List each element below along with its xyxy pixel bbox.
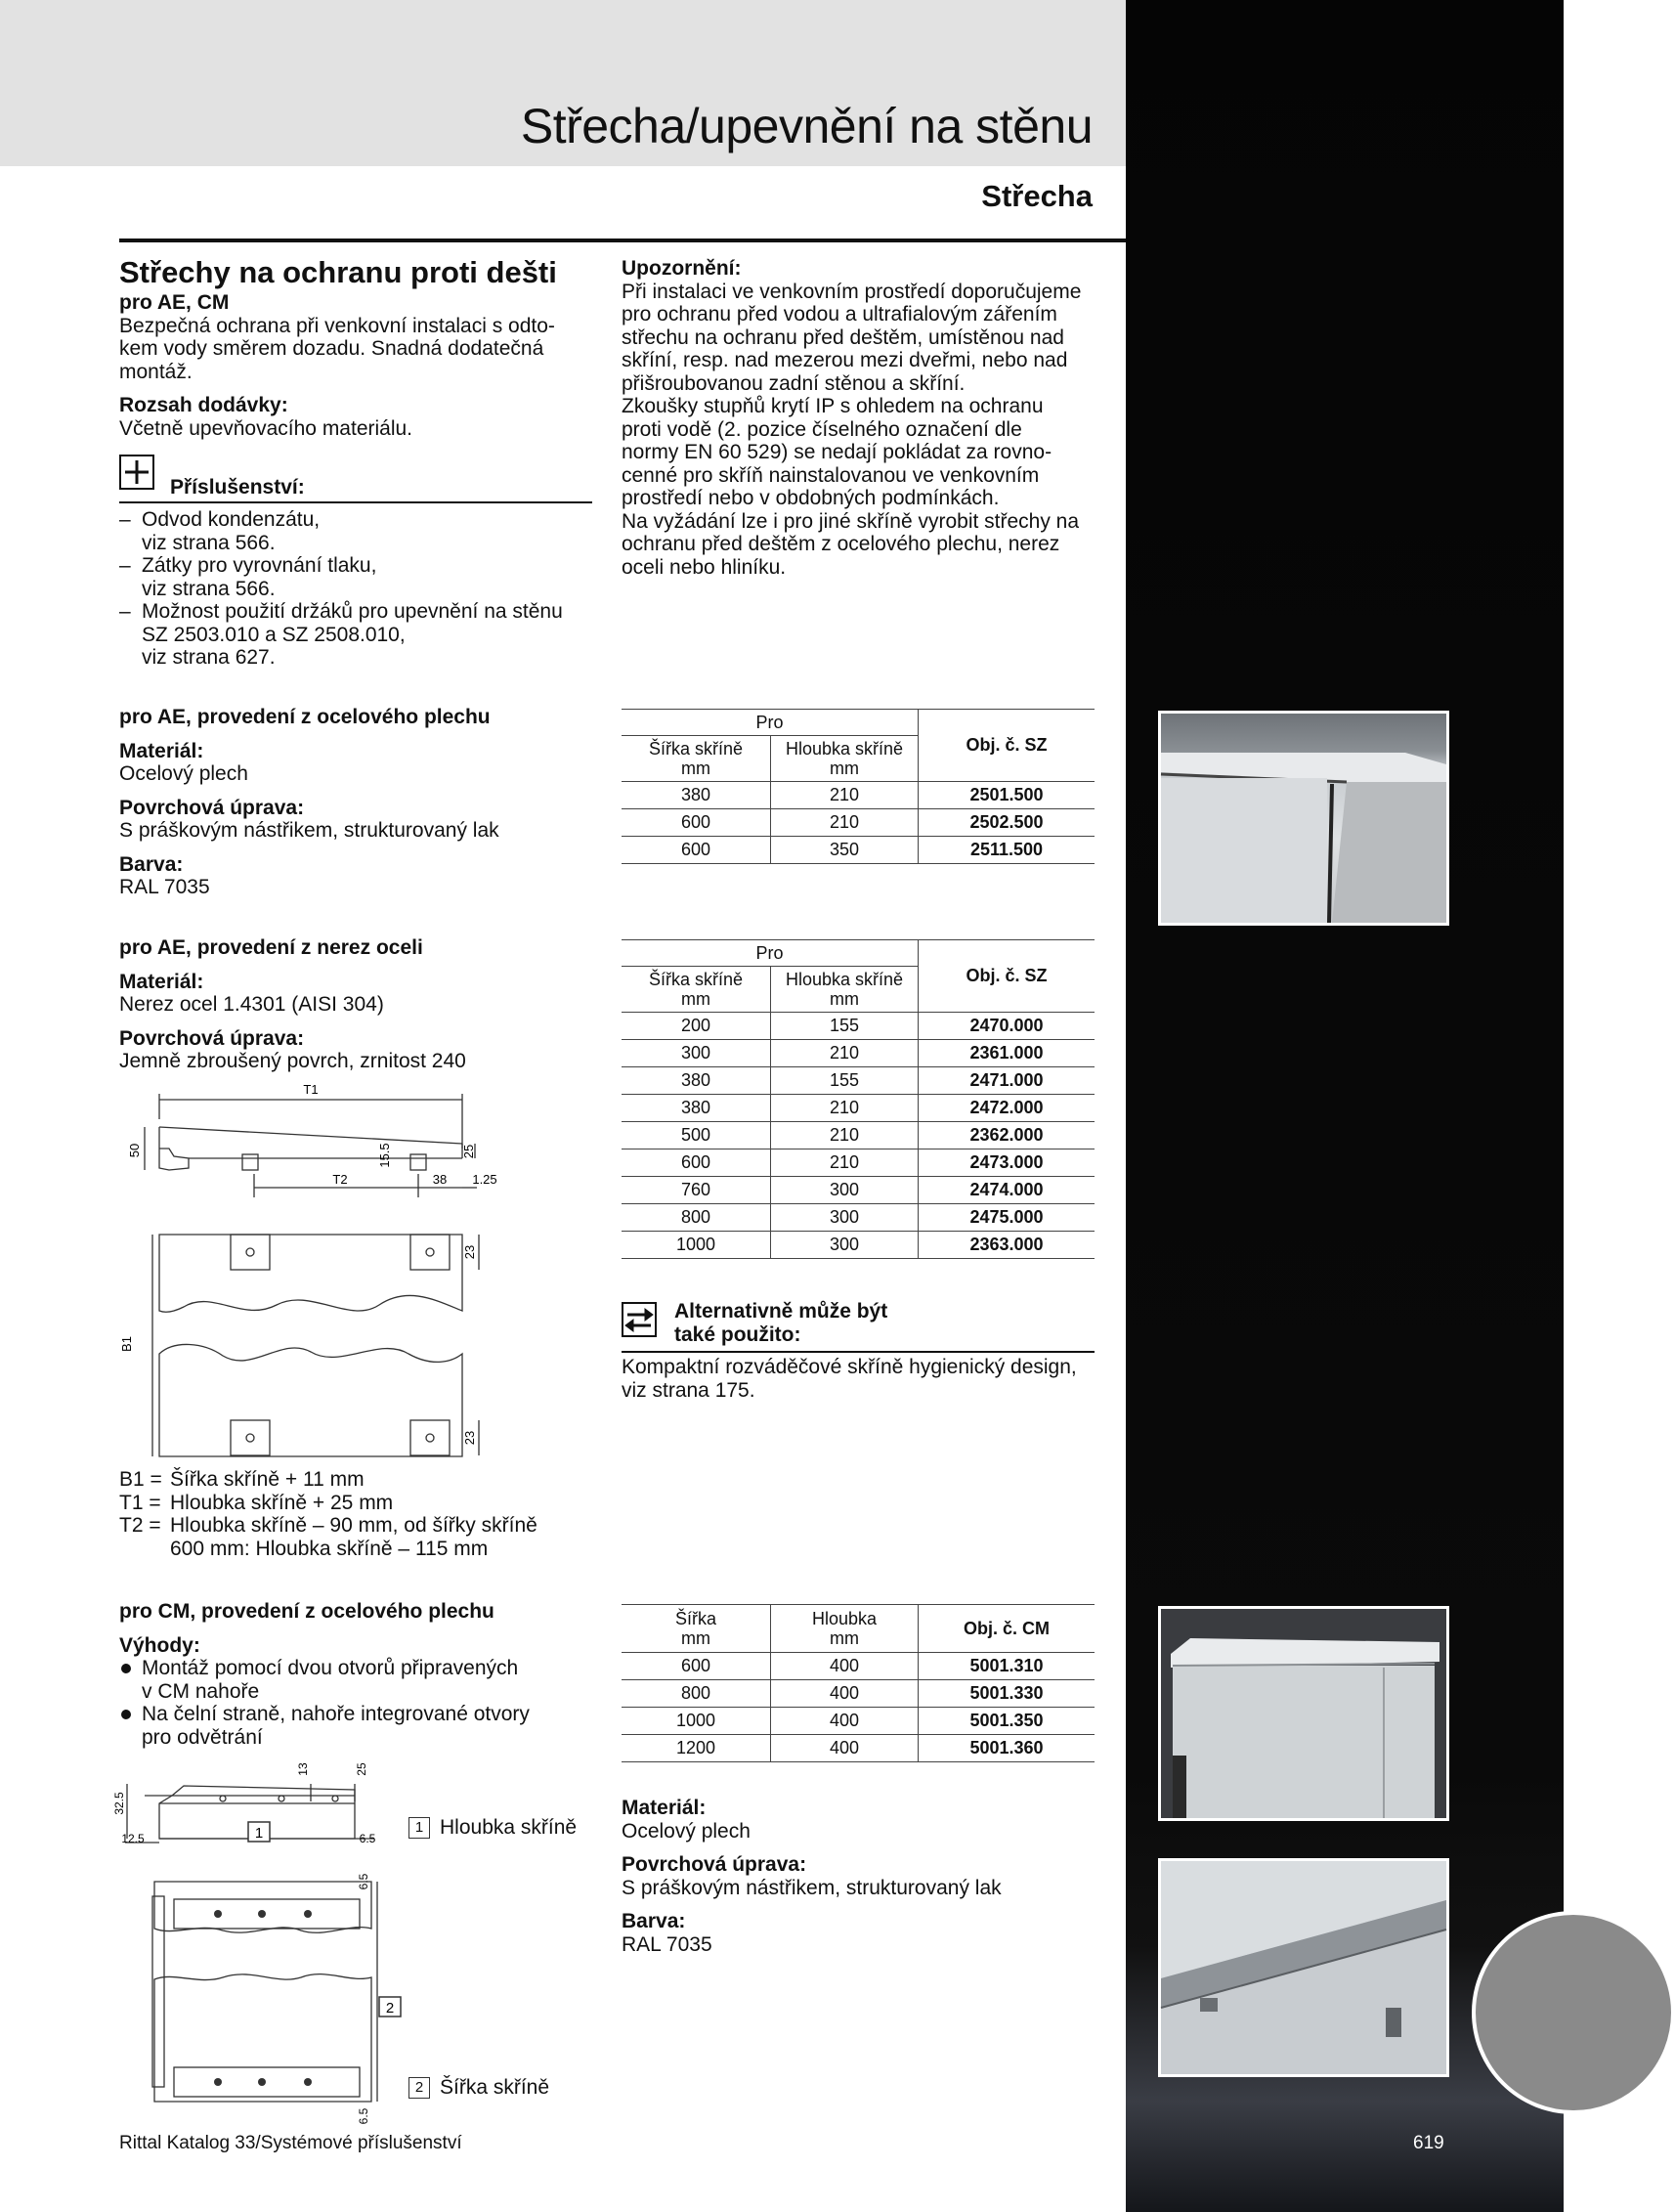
notice-line: Při instalaci ve venkovním prostředí doporučujeme	[622, 280, 1082, 303]
cm-section	[119, 1600, 588, 1749]
notice-block	[622, 257, 1100, 579]
table-cell: 600	[622, 809, 771, 837]
table-cell: 300	[771, 1177, 919, 1204]
order-number: 2362.000	[919, 1122, 1095, 1149]
table-cell: 400	[771, 1708, 919, 1735]
surface-label: Povrchová úprava:	[622, 1853, 807, 1876]
material-label: Materiál:	[119, 970, 204, 993]
table-cell: 400	[771, 1680, 919, 1708]
dim-38: 38	[432, 1172, 448, 1187]
section-title: Střecha	[981, 179, 1093, 213]
notice-line: Zkoušky stupňů krytí IP s ohledem na ochranu	[622, 395, 1044, 417]
stainless-order-table	[622, 939, 1095, 1259]
list-item: – Zátky pro vyrovnání tlaku, viz strana 566.	[119, 554, 592, 600]
legend-row: 600 mm: Hloubka skříně – 115 mm	[170, 1537, 489, 1560]
table-cell: 380	[622, 1067, 771, 1095]
dim-12-5: 12.5	[121, 1832, 145, 1845]
order-number: 2471.000	[919, 1067, 1095, 1095]
table-cell: 210	[771, 1095, 919, 1122]
notice-line: cenné pro skříň nainstalovanou ve venkovním	[622, 463, 1040, 487]
table-cell: 500	[622, 1122, 771, 1149]
order-no-header: Obj. č. SZ	[919, 940, 1095, 1013]
order-number: 2502.500	[919, 809, 1095, 837]
notice-line: střechu na ochranu před deštěm, umístěnou nad	[622, 325, 1064, 349]
table-cell: 400	[771, 1735, 919, 1762]
surface-value: Jemně zbroušený povrch, zrnitost 240	[119, 1050, 466, 1072]
table-cell: 155	[771, 1067, 919, 1095]
notice-line: ochranu před deštěm z ocelového plechu, nerez	[622, 533, 1060, 555]
roof-detail-photo	[1158, 1858, 1449, 2077]
accessories-list	[119, 508, 592, 670]
notice-line: oceli nebo hliníku.	[622, 555, 787, 579]
legend-row: T2 = Hloubka skříně – 90 mm, od šířky skříně	[119, 1514, 537, 1537]
roof-photo-cm	[1158, 1606, 1449, 1821]
material-value: Ocelový plech	[622, 1819, 751, 1843]
table-cell: 800	[622, 1204, 771, 1232]
dimension-legend	[119, 1468, 608, 1560]
alternative-label: Alternativně může být také použito:	[674, 1300, 888, 1346]
dim-15-5: 15.5	[377, 1143, 392, 1168]
order-number: 5001.350	[919, 1708, 1095, 1735]
list-item: Na čelní straně, nahoře integrované otvory pro odvětrání	[119, 1703, 588, 1749]
order-number: 2511.500	[919, 837, 1095, 864]
cm-order-table	[622, 1604, 1095, 1762]
width-header: Šířka skříně mm	[622, 736, 771, 782]
material-label: Materiál:	[622, 1797, 707, 1819]
material-value: Nerez ocel 1.4301 (AISI 304)	[119, 993, 384, 1016]
color-value: RAL 7035	[622, 1932, 712, 1956]
table-cell: 600	[622, 1149, 771, 1177]
table-cell: 400	[771, 1653, 919, 1680]
dim-32-5: 32.5	[112, 1792, 126, 1815]
order-number: 5001.310	[919, 1653, 1095, 1680]
list-item: – Odvod kondenzátu, viz strana 566.	[119, 508, 592, 554]
dim-25: 25	[355, 1762, 368, 1776]
dim-50: 50	[127, 1143, 142, 1158]
alternative-header	[622, 1300, 1095, 1353]
table-cell: 1000	[622, 1232, 771, 1259]
table-cell: 600	[622, 1653, 771, 1680]
order-no-header: Obj. č. SZ	[919, 710, 1095, 782]
accessories-label: Příslušenství:	[170, 476, 305, 499]
dim-t1: T1	[303, 1082, 319, 1097]
roof-photo-steel	[1158, 711, 1449, 926]
color-label: Barva:	[622, 1910, 686, 1932]
table-cell: 200	[622, 1013, 771, 1040]
table-cell: 760	[622, 1177, 771, 1204]
legend-row: T1 = Hloubka skříně + 25 mm	[119, 1491, 394, 1514]
cm-roof-drawing	[112, 1745, 575, 2131]
legend-depth: 1 Hloubka skříně	[408, 1816, 577, 1840]
dim-b1: B1	[119, 1336, 134, 1352]
color-label: Barva:	[119, 852, 184, 876]
steel-section	[119, 706, 588, 899]
table-cell: 210	[771, 1149, 919, 1177]
stainless-section	[119, 936, 588, 1073]
dim-13: 13	[296, 1762, 310, 1776]
table-cell: 300	[771, 1232, 919, 1259]
notice-line: skříní, resp. nad mezerou mezi dveřmi, nebo nad	[622, 349, 1068, 371]
notice-line: normy EN 60 529) se nedají pokládat za rovno-	[622, 441, 1052, 463]
order-number: 2473.000	[919, 1149, 1095, 1177]
intro-block	[119, 256, 588, 440]
accessories-header	[119, 455, 592, 503]
group-header: Pro	[622, 710, 919, 736]
width-header: Šířka skříně mm	[622, 967, 771, 1013]
notice-line: Na vyžádání lze i pro jiné skříně vyrobit střechy na	[622, 509, 1080, 533]
cm-title: pro CM, provedení z ocelového plechu	[119, 1600, 494, 1623]
table-cell: 155	[771, 1013, 919, 1040]
steel-order-table	[622, 709, 1095, 864]
material-value: Ocelový plech	[119, 762, 248, 785]
depth-header: Hloubka mm	[771, 1605, 919, 1653]
stainless-title: pro AE, provedení z nerez oceli	[119, 936, 423, 959]
surface-value: S práškovým nástřikem, strukturovaný lak	[622, 1876, 1002, 1899]
intro-desc-line: Bezpečná ochrana při venkovní instalaci s odto-	[119, 314, 555, 337]
intro-desc-line: montáž.	[119, 360, 193, 383]
page-title: Střecha/upevnění na stěnu	[520, 99, 1093, 153]
table-cell: 350	[771, 837, 919, 864]
swap-arrows-icon	[622, 1302, 657, 1337]
steel-title: pro AE, provedení z ocelového plechu	[119, 706, 491, 728]
intro-desc-line: kem vody směrem dozadu. Snadná dodatečná	[119, 337, 544, 360]
marker-2: 2	[385, 2000, 395, 2017]
header-rule	[119, 239, 1126, 242]
table-cell: 210	[771, 1122, 919, 1149]
depth-header: Hloubka skříně mm	[771, 736, 919, 782]
order-number: 2474.000	[919, 1177, 1095, 1204]
table-cell: 380	[622, 1095, 771, 1122]
notice-label: Upozornění:	[622, 257, 742, 280]
dim-t2: T2	[332, 1172, 348, 1187]
surface-label: Povrchová úprava:	[119, 1026, 305, 1050]
order-number: 2475.000	[919, 1204, 1095, 1232]
table-cell: 600	[622, 837, 771, 864]
notice-line: proti vodě (2. pozice číselného označení dle	[622, 417, 1022, 441]
list-item: Montáž pomocí dvou otvorů připravených v CM nahoře	[119, 1657, 588, 1703]
order-number: 2363.000	[919, 1232, 1095, 1259]
group-header: Pro	[622, 940, 919, 967]
scope-label: Rozsah dodávky:	[119, 394, 288, 416]
dim-6-5-c: 6.5	[357, 2107, 370, 2125]
table-cell: 210	[771, 1040, 919, 1067]
table-cell: 800	[622, 1680, 771, 1708]
notice-line: přišroubovanou zadní stěnou a skříní.	[622, 371, 966, 395]
table-cell: 1000	[622, 1708, 771, 1735]
table-cell: 1200	[622, 1735, 771, 1762]
depth-header: Hloubka skříně mm	[771, 967, 919, 1013]
stainless-roof-drawing	[115, 1080, 506, 1466]
dim-6-5-a: 6.5	[359, 1832, 376, 1845]
scope-text: Včetně upevňovacího materiálu.	[119, 416, 413, 440]
table-cell: 300	[771, 1204, 919, 1232]
legend-width: 2 Šířka skříně	[408, 2076, 549, 2100]
intro-for: pro AE, CM	[119, 291, 230, 314]
table-cell: 380	[622, 782, 771, 809]
page-tab-marker	[1472, 1911, 1675, 2114]
dim-1-25: 1.25	[472, 1172, 497, 1187]
advantages-list	[119, 1657, 588, 1749]
notice-line: pro ochranu před vodou a ultrafialovým zářením	[622, 303, 1057, 325]
footer-catalog: Rittal Katalog 33/Systémové příslušenství	[119, 2133, 462, 2153]
color-value: RAL 7035	[119, 876, 210, 898]
table-cell: 300	[622, 1040, 771, 1067]
legend-row: B1 = Šířka skříně + 11 mm	[119, 1468, 365, 1491]
order-number: 5001.360	[919, 1735, 1095, 1762]
intro-title: Střechy na ochranu proti dešti	[119, 255, 557, 289]
order-number: 2472.000	[919, 1095, 1095, 1122]
dim-25: 25	[461, 1144, 476, 1159]
order-number: 2501.500	[919, 782, 1095, 809]
cm-spec-block	[622, 1797, 1100, 1956]
notice-line: prostředí nebo v obdobných podmínkách.	[622, 487, 1000, 509]
order-number: 5001.330	[919, 1680, 1095, 1708]
width-header: Šířka mm	[622, 1605, 771, 1653]
list-item: – Možnost použití držáků pro upevnění na stěnu SZ 2503.010 a SZ 2508.010, viz strana 627.	[119, 600, 592, 670]
material-label: Materiál:	[119, 739, 204, 762]
dim-6-5-b: 6.5	[357, 1873, 370, 1890]
alternative-text: Kompaktní rozváděčové skříně hygienický design, viz strana 175.	[622, 1356, 1077, 1402]
advantages-label: Výhody:	[119, 1633, 200, 1657]
page-number: 619	[1413, 2133, 1444, 2153]
order-number: 2470.000	[919, 1013, 1095, 1040]
order-no-header: Obj. č. CM	[919, 1605, 1095, 1653]
order-number: 2361.000	[919, 1040, 1095, 1067]
plus-icon	[119, 455, 154, 490]
table-cell: 210	[771, 782, 919, 809]
table-cell: 210	[771, 809, 919, 837]
surface-label: Povrchová úprava:	[119, 796, 305, 819]
dim-23-top: 23	[462, 1244, 477, 1260]
marker-1: 1	[254, 1825, 264, 1842]
surface-value: S práškovým nástřikem, strukturovaný lak	[119, 819, 499, 842]
dim-23-bottom: 23	[462, 1430, 477, 1446]
